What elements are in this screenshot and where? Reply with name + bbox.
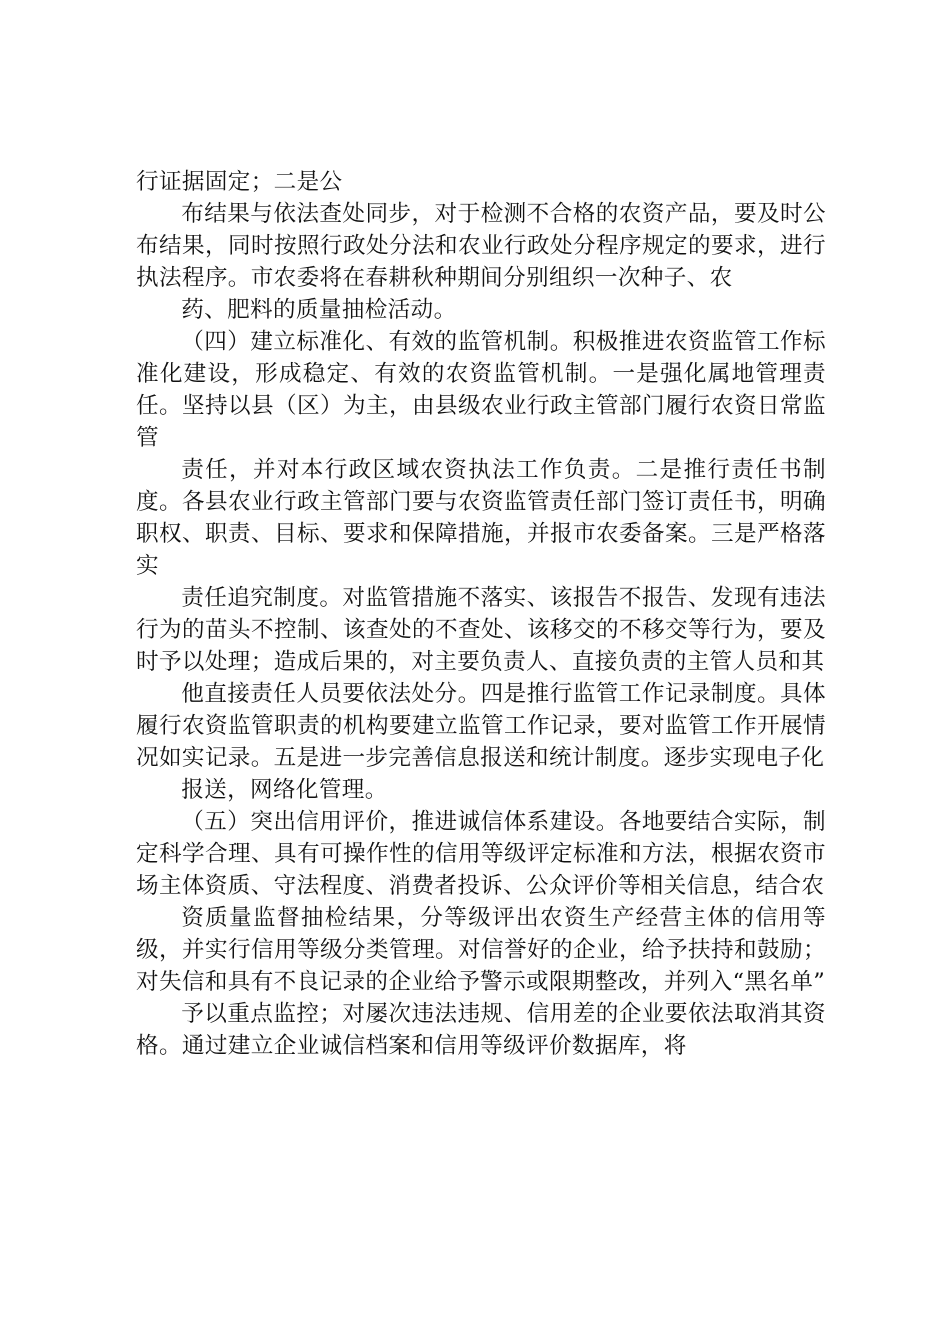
paragraph-7: 他直接责任人员要依法处分。四是推行监管工作记录制度。具体履行农资监管职责的机构要建立监管工作记录，要对监管工作开展情况如实记录。五是进一步完善信息报送和统计制度。逐步实现电子化 (136, 681, 826, 771)
paragraph-9: （五）突出信用评价，推进诚信体系建设。各地要结合实际，制定科学合理、具有可操作性的信用等级评定标准和方法，根据农资市场主体资质、守法程度、消费者投诉、公众评价等相关信息，结合农 (136, 809, 826, 899)
paragraph-8: 报送，网络化管理。 (181, 777, 388, 803)
document-body (136, 166, 826, 1062)
paragraph-1: 行证据固定；二是公 (136, 169, 343, 195)
paragraph-4: （四）建立标准化、有效的监管机制。积极推进农资监管工作标准化建设，形成稳定、有效的农资监管机制。一是强化属地管理责任。坚持以县（区）为主，由县级农业行政主管部门履行农资日常监管 (136, 329, 826, 451)
paragraph-11: 予以重点监控；对屡次违法违规、信用差的企业要依法取消其资格。通过建立企业诚信档案和信用等级评价数据库，将 (136, 1001, 826, 1059)
paragraph-2: 布结果与依法查处同步，对于检测不合格的农资产品，要及时公布结果，同时按照行政处分法和农业行政处分程序规定的要求，进行执法程序。市农委将在春耕秋种期间分别组织一次种子、农 (136, 201, 826, 291)
paragraph-10: 资质量监督抽检结果，分等级评出农资生产经营主体的信用等级，并实行信用等级分类管理。对信誉好的企业，给予扶持和鼓励；对失信和具有不良记录的企业给予警示或限期整改，并列入“黑名单” (136, 905, 826, 995)
paragraph-6: 责任追究制度。对监管措施不落实、该报告不报告、发现有违法行为的苗头不控制、该查处的不查处、该移交的不移交等行为，要及时予以处理；造成后果的，对主要负责人、直接负责的主管人员和其 (136, 585, 826, 675)
paragraph-3: 药、肥料的质量抽检活动。 (181, 297, 457, 323)
paragraph-5: 责任，并对本行政区域农资执法工作负责。二是推行责任书制度。各县农业行政主管部门要与农资监管责任部门签订责任书，明确职权、职责、目标、要求和保障措施，并报市农委备案。三是严格落实 (136, 457, 826, 579)
